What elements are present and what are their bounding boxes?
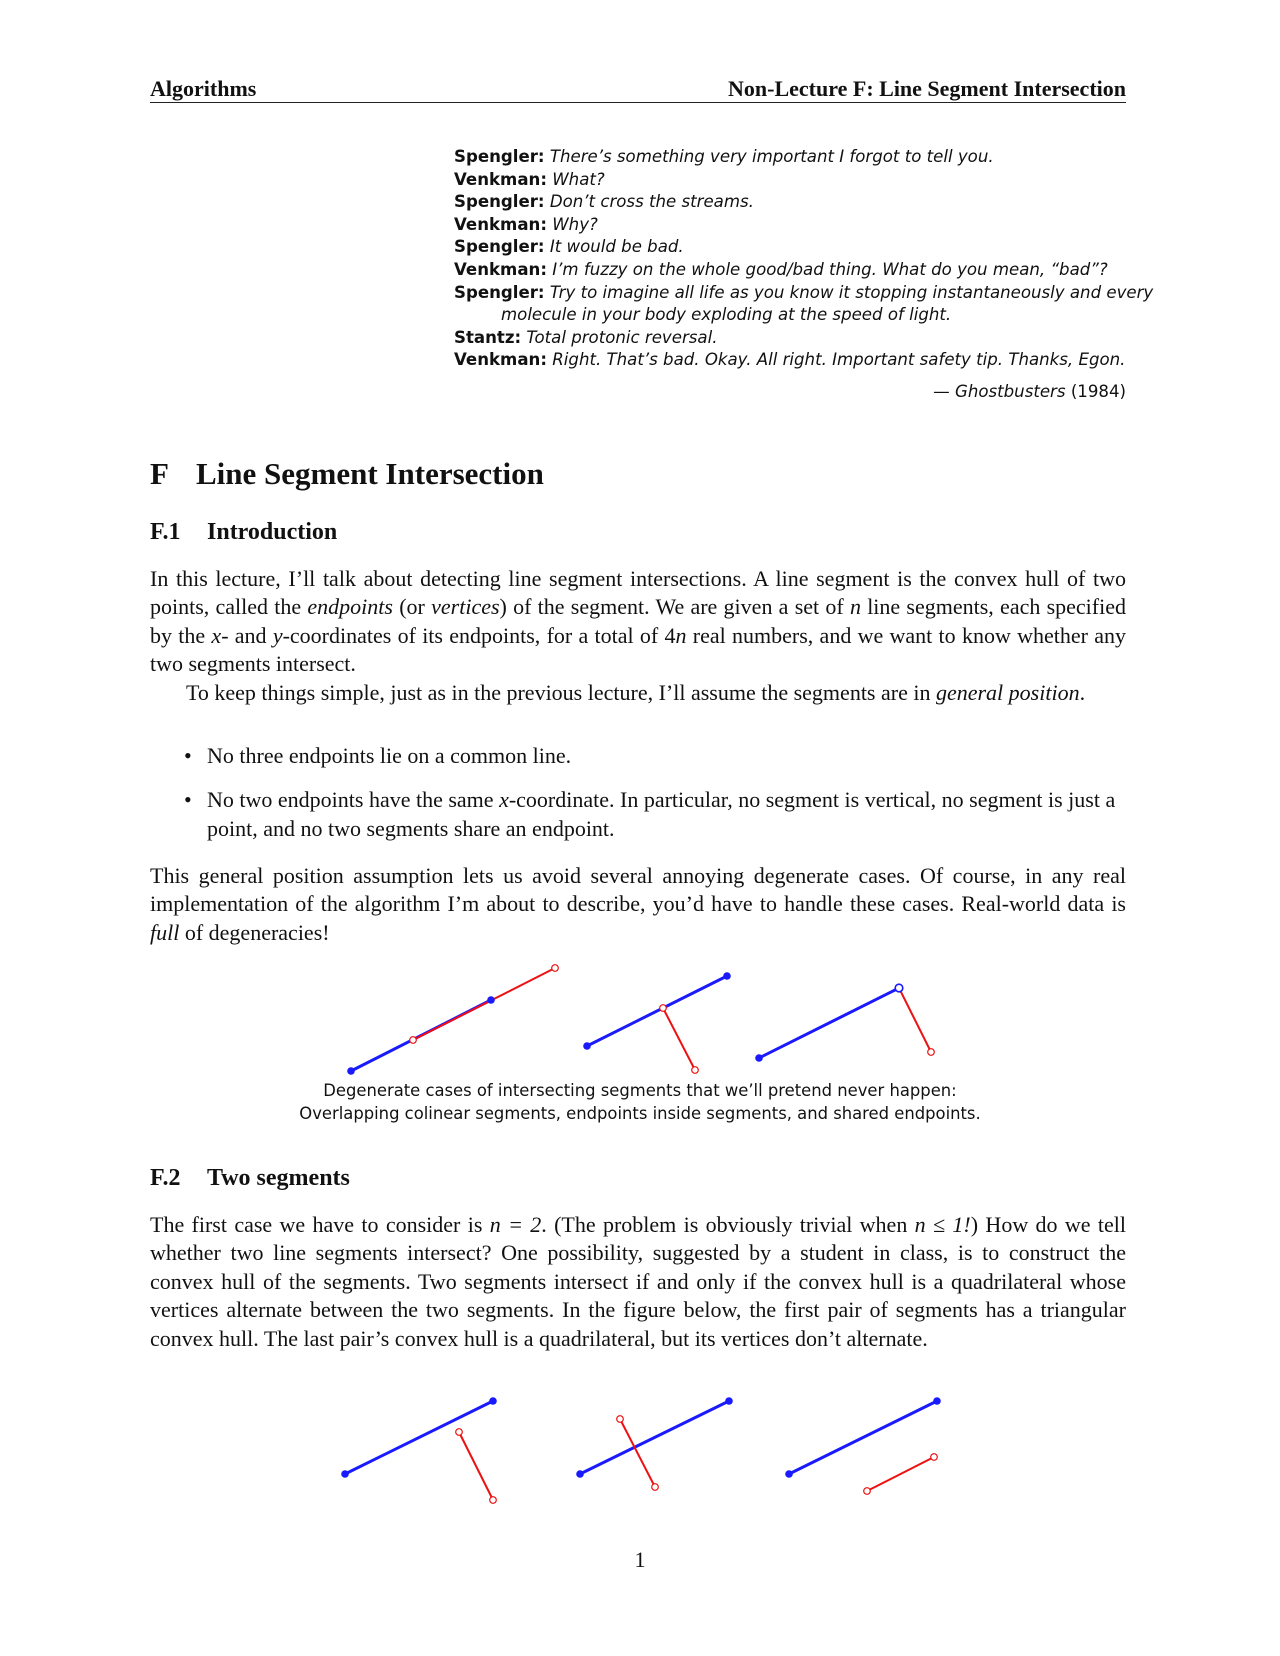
header-course-title: Algorithms xyxy=(150,76,257,101)
text-run: line segments, each specified by the xyxy=(150,594,1126,648)
shared-endpoint xyxy=(895,984,903,992)
epigraph-line xyxy=(454,169,1126,192)
epigraph-line xyxy=(454,214,1126,237)
red-endpoint xyxy=(617,1416,624,1423)
dialogue: Why? xyxy=(552,214,598,234)
math-expression: n ≤ 1! xyxy=(914,1212,971,1237)
text-run: of degeneracies! xyxy=(179,919,330,945)
text-run: . xyxy=(1079,680,1086,705)
red-endpoint xyxy=(490,1497,497,1504)
speaker: Spengler: xyxy=(454,237,545,257)
blue-endpoint xyxy=(341,1470,349,1478)
subsection-number: F.2 xyxy=(150,1165,181,1191)
text-run: . (The problem is obviously trivial when xyxy=(541,1212,915,1237)
subsection-number: F.1 xyxy=(150,519,181,545)
endpoint-inside-segment-case xyxy=(583,972,731,1073)
section-heading xyxy=(150,456,544,492)
red-segment xyxy=(663,1008,695,1070)
running-header xyxy=(150,74,1126,103)
assumption-list xyxy=(150,742,1126,859)
red-endpoint xyxy=(692,1067,699,1074)
text-run: No three endpoints lie on a common line. xyxy=(207,743,572,768)
shared-endpoint-case xyxy=(755,984,934,1062)
dialogue: Try to imagine all life as you know it stopping instantaneously and every xyxy=(549,282,1154,302)
convex-hull-figure xyxy=(0,1390,1280,1510)
epigraph-line xyxy=(454,327,1126,350)
subsection-heading xyxy=(150,1165,350,1192)
epigraph-line xyxy=(454,236,1126,259)
crossing-pair xyxy=(576,1397,733,1490)
overlapping-colinear-case xyxy=(347,965,558,1075)
red-endpoint xyxy=(928,1049,935,1056)
list-item xyxy=(150,742,1126,770)
dialogue: What? xyxy=(552,169,605,189)
bullet-icon: • xyxy=(184,787,192,813)
dialogue: molecule in your body exploding at the speed of light. xyxy=(501,305,952,325)
red-segment xyxy=(413,968,555,1040)
text-run: -coordinate. In particular, no segment is vertical, no segment is just a point, and no two segments share an endpoint. xyxy=(207,787,1116,841)
red-endpoint xyxy=(456,1429,463,1436)
text-run: The first case we have to consider is xyxy=(150,1212,490,1237)
blue-endpoint xyxy=(785,1470,793,1478)
page-number: 1 xyxy=(634,1547,646,1572)
red-segment xyxy=(899,988,931,1052)
dialogue: Total protonic reversal. xyxy=(526,327,718,347)
blue-endpoint xyxy=(576,1470,584,1478)
blue-endpoint xyxy=(489,1397,497,1405)
dialogue: Right. That’s bad. Okay. All right. Important safety tip. Thanks, Egon. xyxy=(552,350,1126,370)
emphasis: endpoints xyxy=(307,594,393,620)
text-run: ) of the segment. We are given a set of xyxy=(499,594,850,620)
text-run: - and xyxy=(221,622,273,648)
speaker: Venkman: xyxy=(454,350,547,370)
text-run: ) How do we tell whether two line segments intersect? One possibility, suggested by a student in class, is to construct the convex hull of the segments. Two segments intersect if and only if the convex hull is a quadrilateral whose vertices alternate between the two segments. In the figure below, the first pair of segments has a triangular convex hull. The last pair’s convex hull is a quadrilateral, but its vertices don’t alternate. xyxy=(150,1212,1126,1351)
red-endpoint xyxy=(410,1037,417,1044)
epigraph-line xyxy=(454,259,1126,282)
bullet-icon: • xyxy=(184,743,192,768)
text-run: In this lecture, I’ll talk about detecting line segment intersections. A line segment is the convex hull of two points, called the xyxy=(150,566,1126,620)
text-run: This general position assumption lets us avoid several annoying degenerate cases. Of course, in any real implementation of the algorithm I’m about to describe, you’d have to handle these cases. Real-world data is xyxy=(150,863,1126,917)
epigraph xyxy=(454,146,1154,404)
degenerate-cases-figure xyxy=(0,955,1280,1075)
section-title: Line Segment Intersection xyxy=(196,456,544,491)
blue-endpoint xyxy=(723,972,731,980)
list-item xyxy=(150,786,1126,843)
header-chapter-title: Non-Lecture F: Line Segment Intersection xyxy=(728,76,1126,101)
source-title: Ghostbusters xyxy=(954,381,1066,401)
speaker: Venkman: xyxy=(454,169,547,189)
red-endpoint xyxy=(552,965,559,972)
paragraph xyxy=(150,862,1126,947)
blue-segment xyxy=(789,1401,937,1474)
speaker: Spengler: xyxy=(454,147,545,166)
paragraph xyxy=(150,565,1126,679)
epigraph-source xyxy=(454,381,1126,404)
math-var: x xyxy=(499,787,509,813)
blue-endpoint xyxy=(347,1067,355,1075)
dialogue: It would be bad. xyxy=(549,237,684,257)
red-endpoint xyxy=(652,1484,659,1491)
source-year: (1984) xyxy=(1070,381,1126,401)
red-endpoint xyxy=(931,1454,938,1461)
blue-segment xyxy=(580,1401,729,1474)
epigraph-line-continued xyxy=(454,304,1126,327)
blue-segment xyxy=(587,976,727,1046)
speaker: Venkman: xyxy=(454,214,547,234)
triangular-hull-pair xyxy=(341,1397,497,1503)
speaker: Venkman: xyxy=(454,259,547,279)
epigraph-line xyxy=(454,282,1154,305)
blue-endpoint xyxy=(583,1042,591,1050)
speaker: Spengler: xyxy=(454,282,545,302)
red-endpoint xyxy=(660,1005,667,1012)
speaker: Spengler: xyxy=(454,192,545,212)
dialogue: Don’t cross the streams. xyxy=(549,192,754,212)
paragraph xyxy=(150,1211,1126,1353)
source-dash: — xyxy=(933,381,950,401)
subsection-title: Introduction xyxy=(207,519,338,545)
blue-endpoint xyxy=(725,1397,733,1405)
text-run: real numbers, and we want to know whether any two segments intersect. xyxy=(150,622,1126,677)
dialogue: There’s something very important I forgot to tell you. xyxy=(549,147,994,166)
math-var: n xyxy=(849,594,861,620)
epigraph-line xyxy=(454,146,1126,169)
blue-endpoint xyxy=(487,996,495,1004)
paragraph xyxy=(150,679,1126,707)
blue-segment xyxy=(759,988,899,1058)
emphasis: general position xyxy=(935,680,1080,705)
math-var: n xyxy=(675,622,687,648)
text-run: -coordinates of its endpoints, for a total of 4 xyxy=(282,622,676,648)
math-expression: n = 2 xyxy=(489,1212,542,1237)
subsection-heading xyxy=(150,519,337,546)
red-endpoint xyxy=(864,1488,871,1495)
caption-line: Degenerate cases of intersecting segments that we’ll pretend never happen: xyxy=(323,1081,957,1100)
text-run: To keep things simple, just as in the previous lecture, I’ll assume the segments are in xyxy=(186,680,936,705)
text-run: (or xyxy=(392,594,432,620)
blue-endpoint xyxy=(933,1397,941,1405)
blue-segment xyxy=(345,1401,493,1474)
caption-line: Overlapping colinear segments, endpoints inside segments, and shared endpoints. xyxy=(299,1103,981,1123)
section-number: F xyxy=(150,456,169,491)
red-segment xyxy=(867,1457,934,1491)
text-run: No two endpoints have the same xyxy=(207,787,500,813)
red-segment xyxy=(459,1432,493,1500)
non-alternating-quadrilateral-pair xyxy=(785,1397,941,1494)
math-var: y xyxy=(272,622,283,648)
epigraph-line xyxy=(454,191,1126,214)
math-var: x xyxy=(211,622,222,648)
subsection-title: Two segments xyxy=(207,1165,350,1191)
figure-caption xyxy=(200,1080,1080,1125)
epigraph-line xyxy=(454,349,1126,372)
emphasis: full xyxy=(150,919,180,945)
dialogue: I’m fuzzy on the whole good/bad thing. What do you mean, “bad”? xyxy=(552,259,1108,279)
blue-endpoint xyxy=(755,1054,763,1062)
speaker: Stantz: xyxy=(454,327,522,347)
emphasis: vertices xyxy=(431,594,500,620)
